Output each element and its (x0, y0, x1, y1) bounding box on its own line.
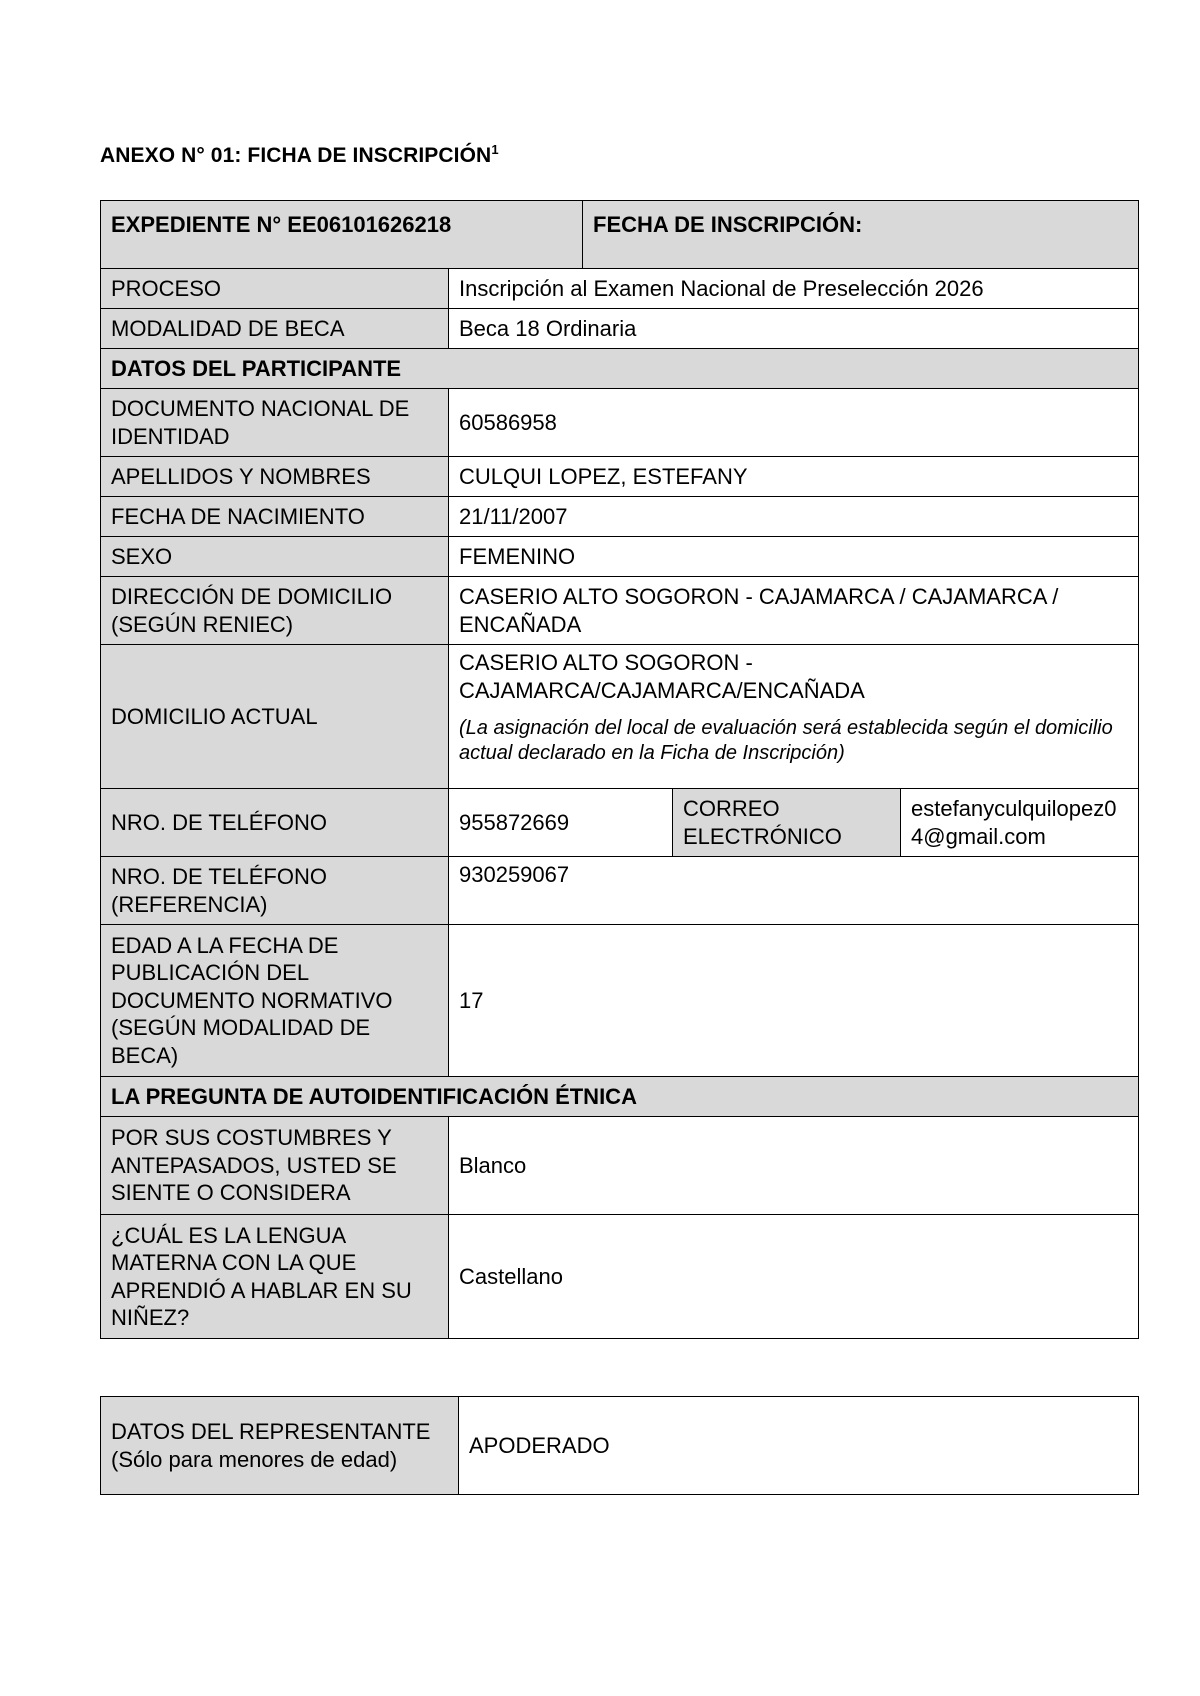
label-modalidad: MODALIDAD DE BECA (101, 309, 449, 349)
value-edad: 17 (449, 925, 1139, 1077)
domicilio-note: (La asignación del local de evaluación será establecida según el domicilio actual declarado en la Ficha de Inscripción) (459, 717, 1113, 764)
row-sexo (101, 537, 1139, 577)
value-telefono-ref: 930259067 (449, 857, 1139, 925)
section-etnica (101, 1077, 1139, 1117)
header-row (101, 201, 1139, 269)
row-nacimiento (101, 497, 1139, 537)
value-dni: 60586958 (449, 389, 1139, 457)
section-participante (101, 349, 1139, 389)
row-nombres (101, 457, 1139, 497)
row-representante (101, 1397, 1139, 1495)
label-edad: EDAD A LA FECHA DE PUBLICACIÓN DEL DOCUMENTO NORMATIVO (SEGÚN MODALIDAD DE BECA) (101, 925, 449, 1077)
value-direccion: CASERIO ALTO SOGORON - CAJAMARCA / CAJAMARCA / ENCAÑADA (449, 577, 1139, 645)
label-telefono-ref: NRO. DE TELÉFONO (REFERENCIA) (101, 857, 449, 925)
value-modalidad: Beca 18 Ordinaria (449, 309, 1139, 349)
value-nombres: CULQUI LOPEZ, ESTEFANY (449, 457, 1139, 497)
row-telefono-ref (101, 857, 1139, 925)
label-proceso: PROCESO (101, 269, 449, 309)
section-title-participante: DATOS DEL PARTICIPANTE (101, 349, 1139, 389)
section-title-etnica: LA PREGUNTA DE AUTOIDENTIFICACIÓN ÉTNICA (101, 1077, 1139, 1117)
label-lengua: ¿CUÁL ES LA LENGUA MATERNA CON LA QUE APRENDIÓ A HABLAR EN SU NIÑEZ? (101, 1215, 449, 1339)
value-lengua: Castellano (449, 1215, 1139, 1339)
domicilio-text: CASERIO ALTO SOGORON - CAJAMARCA/CAJAMARCA/ENCAÑADA (459, 650, 865, 703)
row-dni (101, 389, 1139, 457)
value-sexo: FEMENINO (449, 537, 1139, 577)
label-sexo: SEXO (101, 537, 449, 577)
label-costumbres: POR SUS COSTUMBRES Y ANTEPASADOS, USTED SE SIENTE O CONSIDERA (101, 1117, 449, 1215)
fecha-inscripcion: FECHA DE INSCRIPCIÓN: (583, 201, 1139, 269)
label-representante: DATOS DEL REPRESENTANTE (Sólo para menores de edad) (101, 1397, 459, 1495)
row-modalidad (101, 309, 1139, 349)
label-telefono: NRO. DE TELÉFONO (101, 789, 449, 857)
value-correo: estefanyculquilopez04@gmail.com (901, 789, 1139, 857)
label-nombres: APELLIDOS Y NOMBRES (101, 457, 449, 497)
row-proceso (101, 269, 1139, 309)
label-direccion: DIRECCIÓN DE DOMICILIO (SEGÚN RENIEC) (101, 577, 449, 645)
footnote-marker: 1 (491, 142, 499, 157)
row-costumbres (101, 1117, 1139, 1215)
label-nacimiento: FECHA DE NACIMIENTO (101, 497, 449, 537)
label-domicilio: DOMICILIO ACTUAL (101, 645, 449, 789)
row-edad (101, 925, 1139, 1077)
value-telefono: 955872669 (449, 789, 673, 857)
row-lengua (101, 1215, 1139, 1339)
value-representante: APODERADO (459, 1397, 1139, 1495)
row-telefono (101, 789, 1139, 857)
row-direccion (101, 577, 1139, 645)
title-text: ANEXO N° 01: FICHA DE INSCRIPCIÓN (100, 144, 492, 167)
label-correo: CORREO ELECTRÓNICO (673, 789, 901, 857)
row-domicilio (101, 645, 1139, 789)
expediente-number: EXPEDIENTE N° EE06101626218 (101, 201, 583, 269)
value-costumbres: Blanco (449, 1117, 1139, 1215)
registration-form-table (100, 200, 1139, 1339)
page-title (100, 144, 499, 168)
value-proceso: Inscripción al Examen Nacional de Preselección 2026 (449, 269, 1139, 309)
value-nacimiento: 21/11/2007 (449, 497, 1139, 537)
representative-table (100, 1396, 1139, 1495)
value-domicilio (449, 645, 1139, 789)
label-dni: DOCUMENTO NACIONAL DE IDENTIDAD (101, 389, 449, 457)
